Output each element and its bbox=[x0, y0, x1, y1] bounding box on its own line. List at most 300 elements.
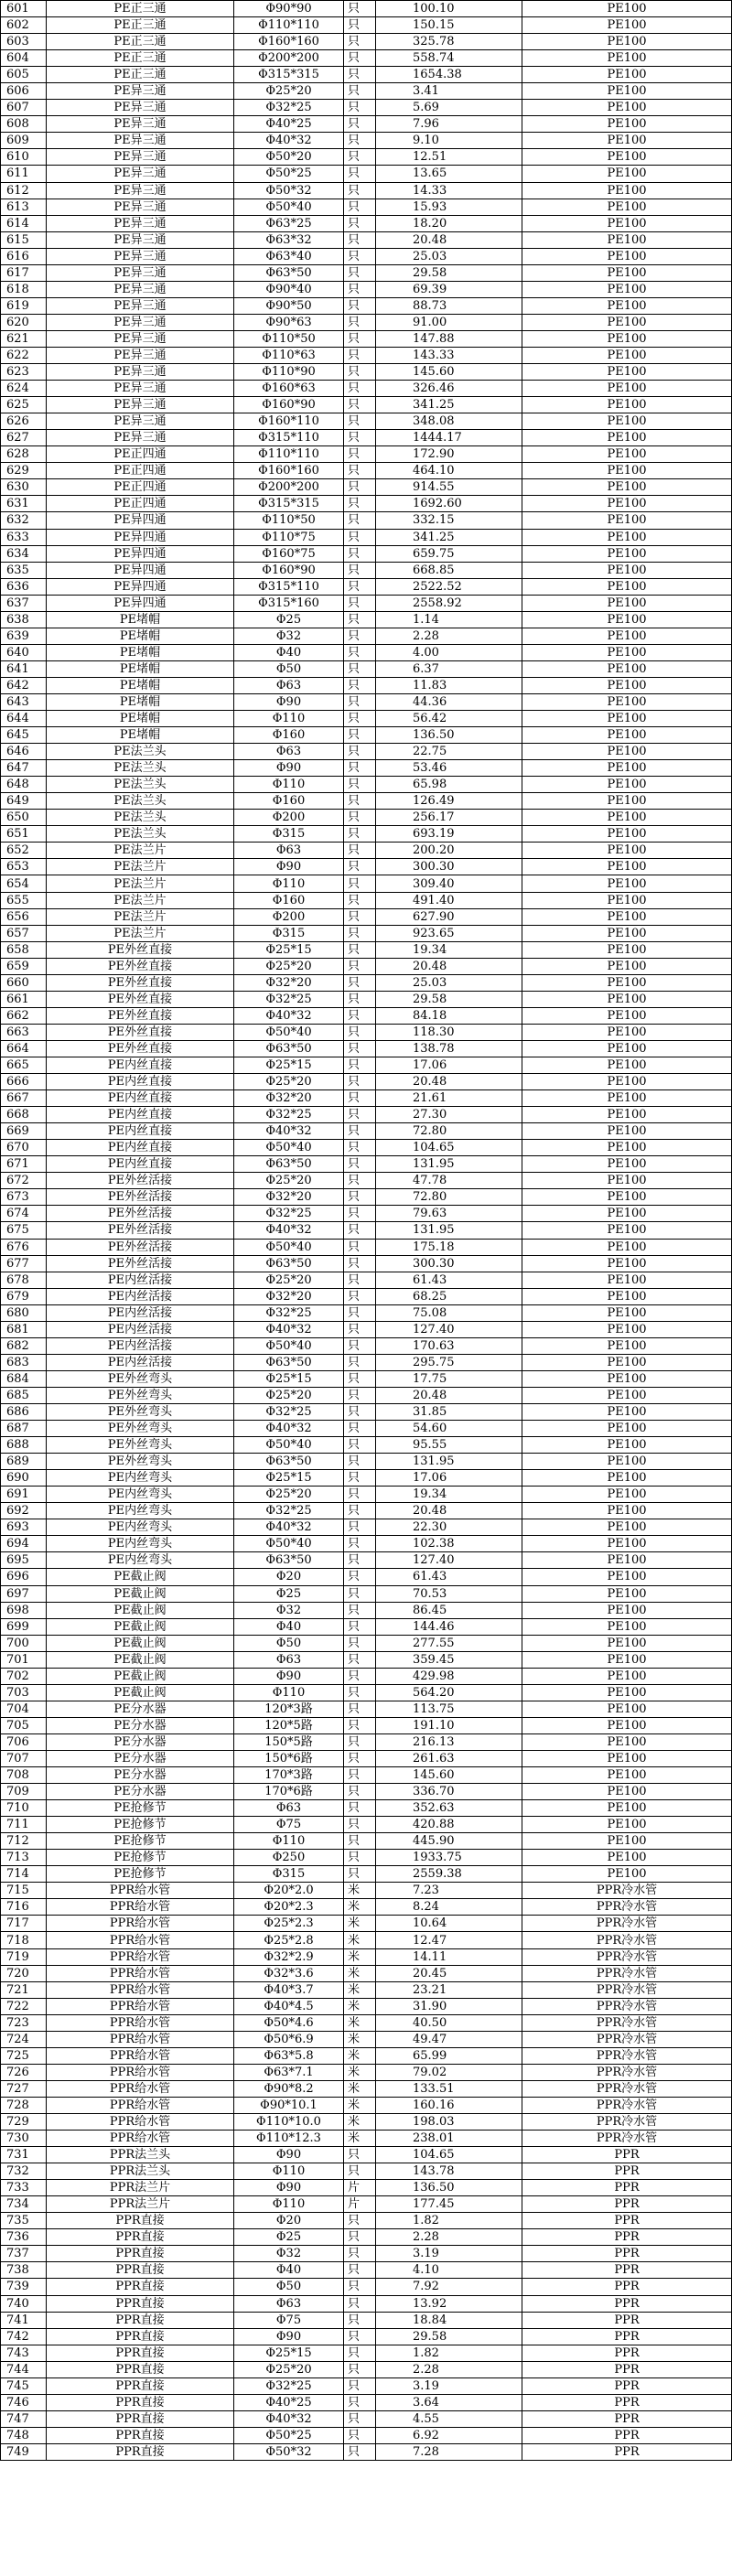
unit-price-cell: 464.10 bbox=[376, 463, 522, 479]
unit-cell: 米 bbox=[344, 1965, 376, 1981]
table-row bbox=[1, 1288, 732, 1304]
remark-cell: PE100 bbox=[522, 1585, 732, 1602]
table-row bbox=[1, 1487, 732, 1503]
remark-cell: PE100 bbox=[522, 1750, 732, 1766]
product-name-cell: PE抢修节 bbox=[47, 1800, 234, 1817]
table-row bbox=[1, 1304, 732, 1321]
remark-cell: PPR bbox=[522, 2312, 732, 2328]
table-row bbox=[1, 1618, 732, 1635]
specification-cell: Φ32*20 bbox=[234, 974, 344, 991]
remark-cell: PE100 bbox=[522, 215, 732, 231]
specification-cell: Φ40 bbox=[234, 1618, 344, 1635]
product-name-cell: PE外丝直接 bbox=[47, 974, 234, 991]
unit-price-cell: 277.55 bbox=[376, 1635, 522, 1651]
specification-cell: Φ25*20 bbox=[234, 958, 344, 974]
remark-cell: PE100 bbox=[522, 347, 732, 363]
remark-cell: PE100 bbox=[522, 1519, 732, 1536]
item-number-cell: 738 bbox=[1, 2262, 47, 2279]
unit-cell: 米 bbox=[344, 2031, 376, 2047]
product-name-cell: PE堵帽 bbox=[47, 644, 234, 660]
item-number-cell: 688 bbox=[1, 1437, 47, 1454]
unit-cell: 只 bbox=[344, 958, 376, 974]
table-row bbox=[1, 2031, 732, 2047]
unit-cell: 只 bbox=[344, 777, 376, 793]
table-row bbox=[1, 1354, 732, 1370]
unit-price-cell: 126.49 bbox=[376, 793, 522, 810]
table-row bbox=[1, 2180, 732, 2196]
item-number-cell: 680 bbox=[1, 1304, 47, 1321]
unit-price-cell: 1654.38 bbox=[376, 67, 522, 83]
unit-price-cell: 150.15 bbox=[376, 17, 522, 34]
table-row bbox=[1, 149, 732, 166]
table-row bbox=[1, 297, 732, 314]
table-row bbox=[1, 1107, 732, 1123]
table-row bbox=[1, 843, 732, 859]
item-number-cell: 690 bbox=[1, 1470, 47, 1487]
unit-price-cell: 29.58 bbox=[376, 2328, 522, 2345]
unit-price-cell: 309.40 bbox=[376, 875, 522, 892]
table-row bbox=[1, 974, 732, 991]
product-name-cell: PE外丝活接 bbox=[47, 1239, 234, 1255]
table-row bbox=[1, 2131, 732, 2147]
remark-cell: PE100 bbox=[522, 496, 732, 512]
specification-cell: Φ160*75 bbox=[234, 545, 344, 562]
specification-cell: Φ40*32 bbox=[234, 2410, 344, 2427]
product-name-cell: PE异三通 bbox=[47, 100, 234, 116]
item-number-cell: 675 bbox=[1, 1222, 47, 1239]
specification-cell: Φ32*20 bbox=[234, 1288, 344, 1304]
product-name-cell: PE截止阀 bbox=[47, 1635, 234, 1651]
product-name-cell: PE堵帽 bbox=[47, 677, 234, 693]
remark-cell: PPR bbox=[522, 2213, 732, 2229]
unit-price-cell: 127.40 bbox=[376, 1321, 522, 1337]
item-number-cell: 623 bbox=[1, 364, 47, 381]
unit-cell: 只 bbox=[344, 182, 376, 199]
product-name-cell: PPR直接 bbox=[47, 2427, 234, 2443]
unit-price-cell: 20.48 bbox=[376, 1074, 522, 1090]
table-row bbox=[1, 1767, 732, 1784]
table-row bbox=[1, 1585, 732, 1602]
table-row bbox=[1, 166, 732, 182]
item-number-cell: 745 bbox=[1, 2377, 47, 2394]
specification-cell: Φ63 bbox=[234, 744, 344, 760]
item-number-cell: 652 bbox=[1, 843, 47, 859]
item-number-cell: 729 bbox=[1, 2114, 47, 2131]
item-number-cell: 742 bbox=[1, 2328, 47, 2345]
item-number-cell: 656 bbox=[1, 908, 47, 925]
item-number-cell: 723 bbox=[1, 2014, 47, 2031]
remark-cell: PE100 bbox=[522, 512, 732, 529]
specification-cell: Φ63*7.1 bbox=[234, 2064, 344, 2080]
remark-cell: PE100 bbox=[522, 562, 732, 578]
table-row bbox=[1, 1503, 732, 1519]
remark-cell: PE100 bbox=[522, 281, 732, 297]
product-name-cell: PE堵帽 bbox=[47, 628, 234, 644]
unit-price-cell: 20.48 bbox=[376, 1503, 522, 1519]
unit-price-cell: 326.46 bbox=[376, 381, 522, 397]
unit-cell: 只 bbox=[344, 2295, 376, 2312]
item-number-cell: 670 bbox=[1, 1140, 47, 1156]
product-name-cell: PE堵帽 bbox=[47, 693, 234, 710]
unit-price-cell: 95.55 bbox=[376, 1437, 522, 1454]
product-name-cell: PPR直接 bbox=[47, 2279, 234, 2295]
item-number-cell: 609 bbox=[1, 133, 47, 149]
remark-cell: PE100 bbox=[522, 1503, 732, 1519]
table-row bbox=[1, 578, 732, 595]
table-row bbox=[1, 2080, 732, 2097]
specification-cell: Φ32*2.9 bbox=[234, 1948, 344, 1965]
remark-cell: PPR bbox=[522, 2246, 732, 2262]
unit-cell: 只 bbox=[344, 1387, 376, 1403]
product-name-cell: PE异三通 bbox=[47, 264, 234, 281]
unit-price-cell: 2558.92 bbox=[376, 595, 522, 611]
table-row bbox=[1, 1750, 732, 1766]
table-row bbox=[1, 859, 732, 875]
remark-cell: PE100 bbox=[522, 693, 732, 710]
remark-cell: PE100 bbox=[522, 1123, 732, 1140]
remark-cell: PE100 bbox=[522, 1255, 732, 1272]
table-row bbox=[1, 1454, 732, 1470]
specification-cell: Φ90 bbox=[234, 2147, 344, 2163]
item-number-cell: 712 bbox=[1, 1833, 47, 1850]
product-name-cell: PPR直接 bbox=[47, 2312, 234, 2328]
unit-cell: 只 bbox=[344, 67, 376, 83]
item-number-cell: 722 bbox=[1, 1998, 47, 2014]
item-number-cell: 683 bbox=[1, 1354, 47, 1370]
remark-cell: PE100 bbox=[522, 628, 732, 644]
table-row bbox=[1, 711, 732, 727]
item-number-cell: 662 bbox=[1, 1007, 47, 1024]
unit-cell: 只 bbox=[344, 892, 376, 908]
product-name-cell: PE内丝活接 bbox=[47, 1288, 234, 1304]
item-number-cell: 667 bbox=[1, 1090, 47, 1107]
table-row bbox=[1, 133, 732, 149]
specification-cell: Φ32*25 bbox=[234, 1304, 344, 1321]
table-row bbox=[1, 397, 732, 413]
item-number-cell: 718 bbox=[1, 1932, 47, 1948]
unit-price-cell: 1.82 bbox=[376, 2213, 522, 2229]
table-row bbox=[1, 2262, 732, 2279]
table-row bbox=[1, 1817, 732, 1833]
product-name-cell: PE异三通 bbox=[47, 133, 234, 149]
unit-price-cell: 348.08 bbox=[376, 413, 522, 430]
specification-cell: Φ20*2.3 bbox=[234, 1899, 344, 1916]
remark-cell: PE100 bbox=[522, 1222, 732, 1239]
unit-cell: 米 bbox=[344, 1981, 376, 1998]
table-row bbox=[1, 1173, 732, 1189]
item-number-cell: 645 bbox=[1, 727, 47, 744]
product-name-cell: PE异三通 bbox=[47, 166, 234, 182]
unit-cell: 只 bbox=[344, 479, 376, 496]
item-number-cell: 701 bbox=[1, 1651, 47, 1668]
table-row bbox=[1, 1239, 732, 1255]
unit-cell: 只 bbox=[344, 1866, 376, 1883]
unit-cell: 只 bbox=[344, 1, 376, 17]
specification-cell: Φ32*25 bbox=[234, 100, 344, 116]
unit-price-cell: 332.15 bbox=[376, 512, 522, 529]
remark-cell: PPR冷水管 bbox=[522, 1965, 732, 1981]
item-number-cell: 681 bbox=[1, 1321, 47, 1337]
table-row bbox=[1, 991, 732, 1007]
item-number-cell: 713 bbox=[1, 1850, 47, 1866]
item-number-cell: 716 bbox=[1, 1899, 47, 1916]
item-number-cell: 699 bbox=[1, 1618, 47, 1635]
unit-cell: 只 bbox=[344, 446, 376, 463]
product-name-cell: PE异三通 bbox=[47, 199, 234, 215]
unit-price-cell: 136.50 bbox=[376, 727, 522, 744]
product-name-cell: PE内丝活接 bbox=[47, 1354, 234, 1370]
remark-cell: PE100 bbox=[522, 1487, 732, 1503]
remark-cell: PPR冷水管 bbox=[522, 2031, 732, 2047]
table-row bbox=[1, 958, 732, 974]
product-name-cell: PE正三通 bbox=[47, 17, 234, 34]
unit-price-cell: 21.61 bbox=[376, 1090, 522, 1107]
remark-cell: PE100 bbox=[522, 1668, 732, 1684]
specification-cell: Φ110 bbox=[234, 777, 344, 793]
specification-cell: Φ40*25 bbox=[234, 2394, 344, 2410]
unit-price-cell: 44.36 bbox=[376, 693, 522, 710]
item-number-cell: 695 bbox=[1, 1552, 47, 1569]
unit-price-cell: 6.37 bbox=[376, 660, 522, 677]
unit-cell: 只 bbox=[344, 1569, 376, 1585]
remark-cell: PE100 bbox=[522, 231, 732, 248]
product-name-cell: PE外丝弯头 bbox=[47, 1387, 234, 1403]
remark-cell: PE100 bbox=[522, 908, 732, 925]
unit-cell: 只 bbox=[344, 1040, 376, 1057]
specification-cell: Φ25*2.3 bbox=[234, 1916, 344, 1932]
specification-cell: Φ32 bbox=[234, 628, 344, 644]
product-name-cell: PE分水器 bbox=[47, 1784, 234, 1800]
specification-cell: Φ90 bbox=[234, 859, 344, 875]
specification-cell: Φ110*110 bbox=[234, 446, 344, 463]
unit-cell: 只 bbox=[344, 578, 376, 595]
table-row bbox=[1, 199, 732, 215]
unit-price-cell: 20.48 bbox=[376, 958, 522, 974]
item-number-cell: 725 bbox=[1, 2047, 47, 2064]
remark-cell: PE100 bbox=[522, 859, 732, 875]
product-name-cell: PE异三通 bbox=[47, 413, 234, 430]
item-number-cell: 639 bbox=[1, 628, 47, 644]
unit-price-cell: 86.45 bbox=[376, 1602, 522, 1618]
remark-cell: PE100 bbox=[522, 925, 732, 941]
specification-cell: Φ32*25 bbox=[234, 1403, 344, 1420]
product-name-cell: PE正三通 bbox=[47, 34, 234, 50]
table-row bbox=[1, 777, 732, 793]
unit-cell: 只 bbox=[344, 1800, 376, 1817]
product-name-cell: PPR直接 bbox=[47, 2213, 234, 2229]
table-row bbox=[1, 1965, 732, 1981]
product-name-cell: PE外丝直接 bbox=[47, 958, 234, 974]
product-name-cell: PE法兰头 bbox=[47, 810, 234, 826]
remark-cell: PE100 bbox=[522, 1767, 732, 1784]
unit-cell: 只 bbox=[344, 1288, 376, 1304]
product-name-cell: PPR给水管 bbox=[47, 1948, 234, 1965]
unit-cell: 只 bbox=[344, 1189, 376, 1206]
unit-price-cell: 25.03 bbox=[376, 974, 522, 991]
unit-price-cell: 20.48 bbox=[376, 1387, 522, 1403]
specification-cell: Φ90*8.2 bbox=[234, 2080, 344, 2097]
unit-price-cell: 84.18 bbox=[376, 1007, 522, 1024]
unit-cell: 片 bbox=[344, 2180, 376, 2196]
table-row bbox=[1, 2394, 732, 2410]
unit-cell: 只 bbox=[344, 2410, 376, 2427]
product-name-cell: PE外丝直接 bbox=[47, 941, 234, 958]
product-name-cell: PE内丝直接 bbox=[47, 1074, 234, 1090]
product-name-cell: PE截止阀 bbox=[47, 1618, 234, 1635]
product-name-cell: PE异三通 bbox=[47, 347, 234, 363]
remark-cell: PPR冷水管 bbox=[522, 1948, 732, 1965]
unit-cell: 米 bbox=[344, 2131, 376, 2147]
item-number-cell: 709 bbox=[1, 1784, 47, 1800]
unit-cell: 只 bbox=[344, 1519, 376, 1536]
remark-cell: PE100 bbox=[522, 1470, 732, 1487]
remark-cell: PE100 bbox=[522, 974, 732, 991]
remark-cell: PE100 bbox=[522, 1635, 732, 1651]
specification-cell: Φ32*25 bbox=[234, 991, 344, 1007]
table-row bbox=[1, 810, 732, 826]
unit-cell: 只 bbox=[344, 1552, 376, 1569]
product-name-cell: PPR法兰头 bbox=[47, 2163, 234, 2180]
specification-cell: Φ90*40 bbox=[234, 281, 344, 297]
remark-cell: PE100 bbox=[522, 413, 732, 430]
unit-price-cell: 300.30 bbox=[376, 1255, 522, 1272]
unit-cell: 只 bbox=[344, 974, 376, 991]
remark-cell: PE100 bbox=[522, 843, 732, 859]
item-number-cell: 746 bbox=[1, 2394, 47, 2410]
unit-price-cell: 17.06 bbox=[376, 1057, 522, 1074]
item-number-cell: 747 bbox=[1, 2410, 47, 2427]
product-name-cell: PE异三通 bbox=[47, 330, 234, 347]
unit-cell: 米 bbox=[344, 2097, 376, 2113]
unit-price-cell: 70.53 bbox=[376, 1585, 522, 1602]
unit-price-cell: 88.73 bbox=[376, 297, 522, 314]
product-name-cell: PE外丝弯头 bbox=[47, 1403, 234, 1420]
product-name-cell: PPR法兰片 bbox=[47, 2180, 234, 2196]
unit-price-cell: 145.60 bbox=[376, 364, 522, 381]
remark-cell: PPR冷水管 bbox=[522, 1981, 732, 1998]
item-number-cell: 631 bbox=[1, 496, 47, 512]
unit-price-cell: 420.88 bbox=[376, 1817, 522, 1833]
product-name-cell: PE截止阀 bbox=[47, 1668, 234, 1684]
table-row bbox=[1, 347, 732, 363]
specification-cell: Φ110 bbox=[234, 875, 344, 892]
item-number-cell: 615 bbox=[1, 231, 47, 248]
product-name-cell: PE异三通 bbox=[47, 314, 234, 330]
item-number-cell: 743 bbox=[1, 2345, 47, 2361]
remark-cell: PE100 bbox=[522, 1684, 732, 1701]
specification-cell: Φ160 bbox=[234, 727, 344, 744]
unit-price-cell: 61.43 bbox=[376, 1272, 522, 1288]
unit-price-cell: 143.78 bbox=[376, 2163, 522, 2180]
product-name-cell: PE正三通 bbox=[47, 67, 234, 83]
remark-cell: PE100 bbox=[522, 34, 732, 50]
product-name-cell: PE抢修节 bbox=[47, 1850, 234, 1866]
product-name-cell: PE内丝直接 bbox=[47, 1123, 234, 1140]
unit-price-cell: 5.69 bbox=[376, 100, 522, 116]
table-row bbox=[1, 2064, 732, 2080]
remark-cell: PPR bbox=[522, 2443, 732, 2460]
unit-cell: 只 bbox=[344, 1833, 376, 1850]
table-row bbox=[1, 2312, 732, 2328]
product-name-cell: PE异三通 bbox=[47, 364, 234, 381]
remark-cell: PPR bbox=[522, 2345, 732, 2361]
unit-price-cell: 91.00 bbox=[376, 314, 522, 330]
item-number-cell: 604 bbox=[1, 50, 47, 67]
remark-cell: PE100 bbox=[522, 1272, 732, 1288]
table-row bbox=[1, 512, 732, 529]
unit-price-cell: 113.75 bbox=[376, 1701, 522, 1717]
specification-cell: Φ63*25 bbox=[234, 215, 344, 231]
unit-cell: 只 bbox=[344, 1487, 376, 1503]
product-name-cell: PPR直接 bbox=[47, 2262, 234, 2279]
unit-cell: 只 bbox=[344, 34, 376, 50]
specification-cell: Φ32*25 bbox=[234, 2377, 344, 2394]
specification-cell: Φ250 bbox=[234, 1850, 344, 1866]
unit-cell: 只 bbox=[344, 364, 376, 381]
item-number-cell: 740 bbox=[1, 2295, 47, 2312]
specification-cell: 150*6路 bbox=[234, 1750, 344, 1766]
remark-cell: PE100 bbox=[522, 248, 732, 264]
item-number-cell: 660 bbox=[1, 974, 47, 991]
unit-price-cell: 13.92 bbox=[376, 2295, 522, 2312]
specification-cell: Φ200 bbox=[234, 908, 344, 925]
item-number-cell: 697 bbox=[1, 1585, 47, 1602]
table-row bbox=[1, 1156, 732, 1173]
unit-cell: 米 bbox=[344, 1916, 376, 1932]
item-number-cell: 710 bbox=[1, 1800, 47, 1817]
product-name-cell: PE异四通 bbox=[47, 562, 234, 578]
unit-price-cell: 15.93 bbox=[376, 199, 522, 215]
specification-cell: Φ25*15 bbox=[234, 2345, 344, 2361]
specification-cell: Φ20 bbox=[234, 1569, 344, 1585]
specification-cell: Φ63*50 bbox=[234, 1040, 344, 1057]
specification-cell: Φ50*40 bbox=[234, 1024, 344, 1040]
specification-cell: Φ63 bbox=[234, 2295, 344, 2312]
item-number-cell: 715 bbox=[1, 1883, 47, 1899]
product-name-cell: PPR给水管 bbox=[47, 2014, 234, 2031]
item-number-cell: 717 bbox=[1, 1916, 47, 1932]
specification-cell: Φ63*5.8 bbox=[234, 2047, 344, 2064]
product-name-cell: PE外丝活接 bbox=[47, 1173, 234, 1189]
unit-price-cell: 18.84 bbox=[376, 2312, 522, 2328]
product-name-cell: PE内丝活接 bbox=[47, 1321, 234, 1337]
unit-price-cell: 104.65 bbox=[376, 1140, 522, 1156]
specification-cell: Φ110*10.0 bbox=[234, 2114, 344, 2131]
unit-cell: 只 bbox=[344, 215, 376, 231]
unit-price-cell: 13.65 bbox=[376, 166, 522, 182]
unit-price-cell: 3.19 bbox=[376, 2377, 522, 2394]
specification-cell: Φ90 bbox=[234, 693, 344, 710]
product-name-cell: PPR给水管 bbox=[47, 2097, 234, 2113]
unit-price-cell: 170.63 bbox=[376, 1337, 522, 1354]
table-row bbox=[1, 1206, 732, 1222]
table-row bbox=[1, 413, 732, 430]
unit-cell: 只 bbox=[344, 644, 376, 660]
unit-price-cell: 4.00 bbox=[376, 644, 522, 660]
specification-cell: Φ63 bbox=[234, 677, 344, 693]
specification-cell: Φ40*32 bbox=[234, 1007, 344, 1024]
product-name-cell: PPR直接 bbox=[47, 2443, 234, 2460]
item-number-cell: 700 bbox=[1, 1635, 47, 1651]
table-row bbox=[1, 2246, 732, 2262]
unit-cell: 米 bbox=[344, 1899, 376, 1916]
unit-cell: 只 bbox=[344, 50, 376, 67]
item-number-cell: 606 bbox=[1, 83, 47, 100]
table-row bbox=[1, 2196, 732, 2213]
product-name-cell: PE抢修节 bbox=[47, 1817, 234, 1833]
remark-cell: PE100 bbox=[522, 1239, 732, 1255]
item-number-cell: 737 bbox=[1, 2246, 47, 2262]
